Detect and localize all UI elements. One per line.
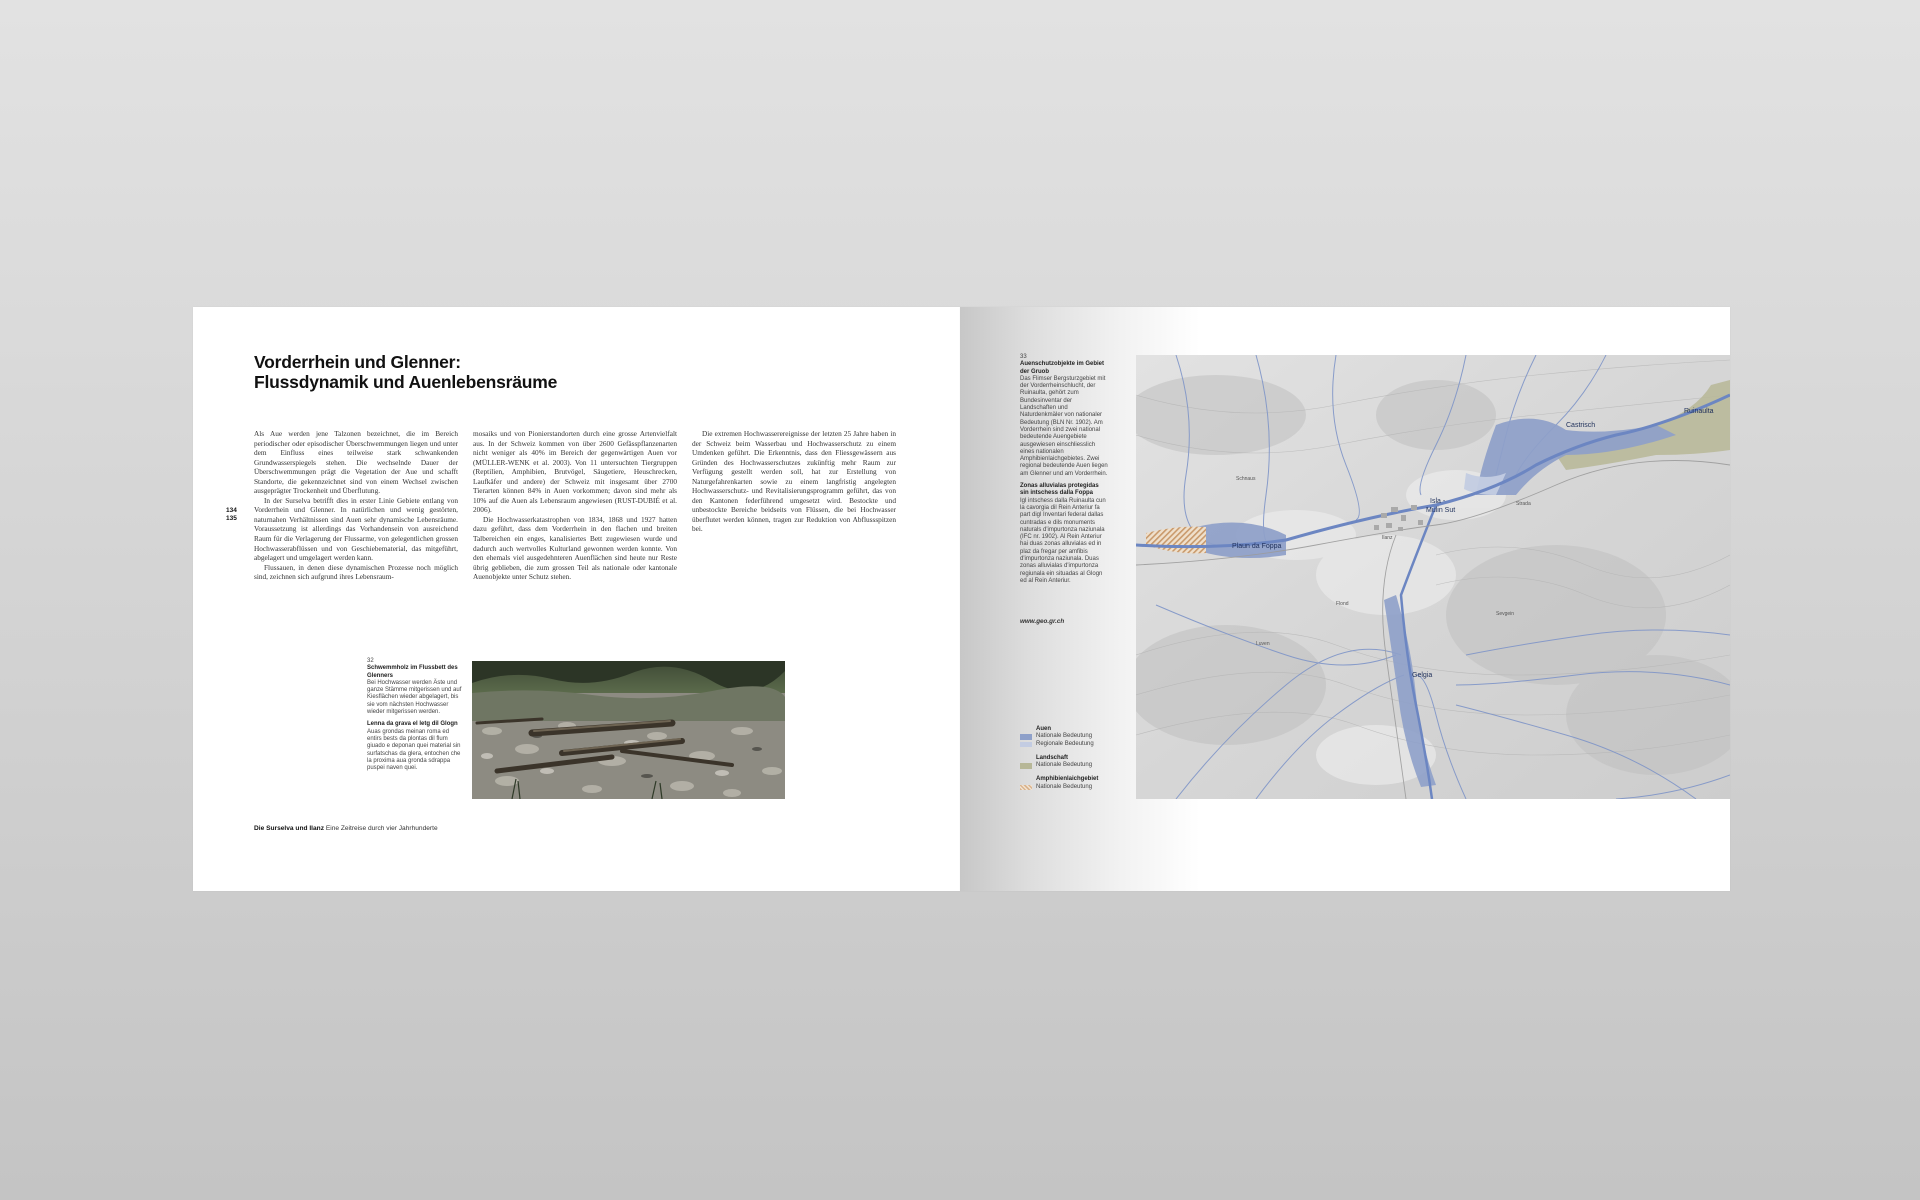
book-spread <box>193 307 1730 891</box>
legend-item: Regionale Bedeutung <box>1020 741 1130 748</box>
page-title <box>254 352 654 392</box>
page-numbers <box>226 507 237 523</box>
map-legend <box>1020 726 1130 798</box>
caption-heading-rm: Lenna da grava el letg dil Glogn <box>367 721 458 728</box>
map-label-ilanz: Ilanz <box>1382 535 1393 541</box>
text-column-1 <box>254 429 458 582</box>
caption-number: 33 <box>1020 354 1027 360</box>
footer-subtitle: Eine Zeitreise durch vier Jahrhunderte <box>324 825 438 832</box>
floodplain-map <box>1136 355 1730 799</box>
paragraph: In der Surselva betrifft dies in erster Linie Gebiete entlang von Vorderrhein und Glenner. In natürlichen und wenig gestörten, naturnahen Verhältnissen sind Auen sehr dynamische Lebensräume. Voraussetzung ist allerdings das Vorhandensein von ausreichend Raum für die Verlagerung der Flussarme, von gelegentlichen grossen Hochwasserabflüssen und von Geschiebematerial, das mitgeführt, abgelagert und umgelagert werden kann. <box>254 495 458 563</box>
legend-swatch <box>1020 734 1032 740</box>
paragraph: Die Hochwasserkatastrophen von 1834, 1868 und 1927 hatten dazu geführt, dass dem Vorderrhein in den flachen und breiten Talbereichen ein enges, kanalisiertes Bett zugewiesen wurde und dadurch auch wertvolles Kulturland gewonnen werden konnte. Von den ehemals viel ausgedehnteren Auenflächen sind heute nur Reste übrig geblieben, die zum grossen Teil als nationale oder kantonale Auenobjekte unter Schutz stehen. <box>473 514 677 582</box>
driftwood-photo <box>472 661 785 799</box>
right-page <box>960 307 1730 891</box>
caption-text-rm: Igl intschess dalla Ruinaulta cun la cavorgia dil Rein Anteriur fa part digl Inventari federal dallas cuntradas e dils monuments naturals d'impurtonza naziunala (IFC nr. 1902). Al Rein Anteriur hai duas zonas alluvialas ed in plaz da fregar per amfibis d'impurtonza naziunala. Duas zonas alluvialas d'impurtonza regiunala ein situadas al Glogn ed al Rein Anteriur. <box>1020 497 1106 584</box>
map-label-plaun: Plaun da Foppa <box>1232 543 1282 550</box>
map-label-schnaus: Schnaus <box>1236 476 1256 482</box>
title-line-2: Flussdynamik und Auenlebensräume <box>254 372 558 392</box>
caption-text-de: Das Flimser Bergsturzgebiet mit der Vorderrheinschlucht, der Ruinaulta, gehört zum Bundesinventar der Landschaften und Naturdenkmäler von nationaler Bedeutung (BLN Nr. 1902). Am Vorderrhein sind zwei national bedeutende Auengebiete ausgewiesen einschliesslich eines nationalen Amphibienlaichgebietes. Zwei regional bedeutende Auen liegen am Glenner und am Vorderrhein. <box>1020 375 1108 477</box>
map-label-sevgein: Sevgein <box>1496 611 1515 617</box>
source-url: www.geo.gr.ch <box>1020 618 1065 625</box>
paragraph: Als Aue werden jene Talzonen bezeichnet, die im Bereich periodischer oder episodischer Überschwemmungen liegen und unter dem Einfluss eines teilweise stark schwankenden Grundwasserspiegels stehen. Die wechselnde Dauer der Überschwemmungen prägt die Vegetation der Aue und schafft Standorte, die gekennzeichnet sind von einem Wechsel zwischen ausgeprägter Trockenheit und Überflutung. <box>254 429 458 496</box>
legend-heading: Amphibienlaichgebiet <box>1036 776 1099 783</box>
map-label-luven: Luven <box>1256 641 1270 647</box>
legend-item: Nationale Bedeutung <box>1020 733 1130 740</box>
paragraph: Die extremen Hochwasserereignisse der letzten 25 Jahre haben in der Schweiz beim Wasserbau und Hochwasserschutz zu einem Umdenken geführt. Die Erkenntnis, dass den Fliessgewässern aus Gründen des Hochwasserschutzes zukünftig mehr Raum zur Verfügung gestellt werden soll, hat zur Erstellung von Naturgefahrenkarten sowie zu einem langfristig angelegten Hochwasserschutz- und Revitalisierungsprogramm geführt, das von den Kantonen federführend umgesetzt wird. Bestockte und unbestockte Bereiche beidseits von Flüssen, die bei Hochwasser überflutet werden können, tragen zur Reduktion von Abflussspitzen bei. <box>692 429 896 534</box>
legend-item: Nationale Bedeutung <box>1020 784 1130 791</box>
map-label-flond: Flond <box>1336 601 1349 607</box>
caption-text-de: Bei Hochwasser werden Äste und ganze Stämme mitgerissen und auf Kiesflächen wieder abgelagert, bis sie vom nächsten Hochwasser wieder mitgerissen werden. <box>367 679 462 716</box>
caption-32 <box>367 658 465 772</box>
paragraph: mosaiks und von Pionierstandorten durch eine grosse Artenvielfalt aus. In der Schweiz kommen von über 2600 Gefässpflanzenarten nicht weniger als 40% im Bereich der gegenwärtigen Auen vor (MÜLLER-WENK et al. 2003). Von 11 untersuchten Tiergruppen (Reptilien, Amphibien, Brutvögel, Säugetiere, Heuschrecken, Laufkäfer und andere) der Schweiz mit insgesamt über 2700 Tierarten können 84% in Auen vorkommen; davon sind mehr als 10% auf die Auen als Lebensraum angewiesen (RUST-DUBIÉ et al. 2006). <box>473 429 677 515</box>
legend-group-landschaft <box>1020 755 1130 770</box>
left-page <box>193 307 960 891</box>
legend-item: Nationale Bedeutung <box>1020 762 1130 769</box>
legend-heading: Auen <box>1036 726 1051 732</box>
page-number-right: 135 <box>226 515 237 522</box>
caption-heading-de: Schwemmholz im Flussbett des Glenners <box>367 665 458 679</box>
map-label-castrisch: Castrisch <box>1566 422 1596 429</box>
title-line-1: Vorderrhein und Glenner: <box>254 352 461 372</box>
footer-book-title: Die Surselva und Ilanz <box>254 825 324 832</box>
caption-number: 32 <box>367 658 374 664</box>
text-column-2 <box>473 429 677 582</box>
legend-swatch <box>1020 742 1032 748</box>
legend-swatch <box>1020 785 1032 791</box>
page-number-left: 134 <box>226 507 237 514</box>
map-label-ruinaulta: Ruinaulta <box>1684 408 1714 415</box>
caption-33 <box>1020 354 1108 585</box>
map-label-isla-1: Isla - <box>1430 498 1446 505</box>
caption-text-rm: Auas grondas meinan roma ed entirs bests da plontas dil flum giuado e deponan quei material sin surfatschas da glera, entochen che la proxima aua gronda sdrappa puspei naven quei. <box>367 728 461 772</box>
running-footer <box>254 825 438 832</box>
caption-heading-de: Auenschutzobjekte im Gebiet der Gruob <box>1020 361 1105 375</box>
text-column-3 <box>692 429 896 534</box>
map-label-isla-2: Mulin Sut <box>1426 507 1456 514</box>
map-label-strada: Strada <box>1516 501 1531 507</box>
caption-heading-rm: Zonas alluvialas protegidas sin intschess dalla Foppa <box>1020 483 1099 497</box>
map-label-glenner: Gelgia <box>1412 672 1433 679</box>
driftwood-photo-illustration <box>472 661 785 799</box>
legend-swatch <box>1020 763 1032 769</box>
floodplain-map-illustration <box>1136 355 1730 799</box>
legend-group-auen <box>1020 726 1130 748</box>
legend-heading: Landschaft <box>1036 754 1069 761</box>
paragraph: Flussauen, in denen diese dynamischen Prozesse noch möglich sind, zeichnen sich aufgrund ihres Lebensraum- <box>254 562 458 582</box>
legend-group-amphibien <box>1020 776 1130 791</box>
